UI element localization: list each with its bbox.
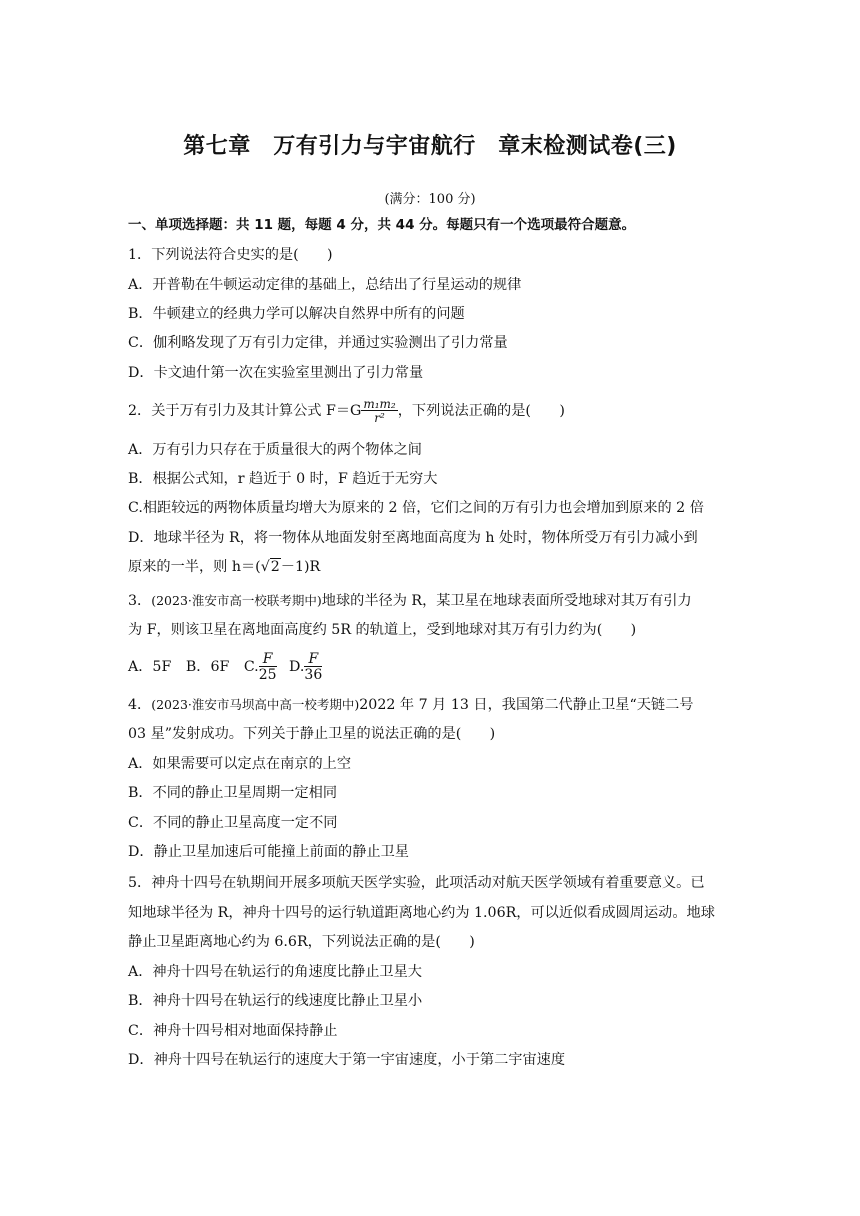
sqrt-radicand: 2 (270, 559, 280, 575)
page-title: 第七章 万有引力与宇宙航行 章末检测试卷(三) (183, 134, 677, 159)
q4-stem-line1 (128, 695, 693, 715)
q5-option-b: B．神舟十四号在轨运行的线速度比静止卫星小 (128, 993, 423, 1009)
q3-option-b: B．6F (185, 659, 230, 675)
sqrt-symbol: √ (260, 559, 270, 575)
q4-source: (2023·淮安市马坝高中高一校考期中) (151, 697, 360, 712)
q1-option-d: D．卡文迪什第一次在实验室里测出了引力常量 (128, 365, 424, 381)
full-score-note: (满分：100 分) (384, 192, 476, 207)
q3-source: (2023·淮安市高一校联考期中) (151, 593, 322, 608)
formula-denominator: r² (374, 411, 385, 425)
q3-stem-line2: 为 F，则该卫星在离地面高度约 5R 的轨道上，受到地球对其万有引力约为( ) (128, 622, 637, 638)
q2-option-c: C.相距较远的两物体质量均增大为原来的 2 倍，它们之间的万有引力也会增加到原来的 2 倍 (128, 500, 704, 516)
q5-option-c: C．神舟十四号相对地面保持静止 (128, 1023, 338, 1039)
q2-option-d-line2 (128, 557, 320, 577)
q2-stem (128, 398, 565, 424)
q2-stem-suffix: ，下列说法正确的是( ) (397, 403, 565, 419)
q4-option-c: C．不同的静止卫星高度一定不同 (128, 815, 338, 831)
q3-stem-text: 地球的半径为 R，某卫星在地球表面所受地球对其万有引力 (321, 593, 692, 609)
q5-option-a: A．神舟十四号在轨运行的角速度比静止卫星大 (128, 964, 422, 980)
q3-c-denominator: 25 (258, 667, 277, 683)
q4-stem-line2: 03 星”发射成功。下列关于静止卫星的说法正确的是( ) (128, 726, 496, 742)
q5-option-d: D．神舟十四号在轨运行的速度大于第一宇宙速度，小于第二宇宙速度 (128, 1052, 566, 1068)
q3-c-numerator: F (259, 652, 277, 667)
q3-option-c-fraction (259, 652, 277, 682)
q4-option-b: B．不同的静止卫星周期一定相同 (128, 785, 338, 801)
q2-option-d-line1: D．地球半径为 R，将一物体从地面发射至离地面高度为 h 处时，物体所受万有引力减小到 (128, 530, 698, 546)
section-heading: 一、单项选择题：共 11 题，每题 4 分，共 44 分。每题只有一个选项最符合题意。 (128, 217, 636, 233)
q1-option-c: C．伽利略发现了万有引力定律，并通过实验测出了引力常量 (128, 335, 508, 351)
q3-number: 3． (128, 593, 152, 609)
q3-option-d-label: D. (289, 659, 305, 675)
q3-d-numerator: F (304, 652, 322, 667)
q1-option-b: B．牛顿建立的经典力学可以解决自然界中所有的问题 (128, 306, 465, 322)
q4-stem-text: 2022 年 7 月 13 日，我国第二代静止卫星“天链二号 (359, 697, 694, 713)
q3-option-d-fraction (304, 652, 322, 682)
q3-options (128, 652, 322, 682)
q5-stem-line1: 5．神舟十四号在轨期间开展多项航天医学实验，此项活动对航天医学领域有着重要意义。已 (128, 875, 705, 891)
q3-stem-line1 (128, 591, 692, 611)
q2-stem-prefix: 2．关于万有引力及其计算公式 F＝G (128, 403, 362, 419)
q1-stem: 1．下列说法符合史实的是( ) (128, 247, 333, 263)
gravitation-formula-fraction (361, 398, 397, 424)
q5-stem-line2: 知地球半径为 R，神舟十四号的运行轨道距离地心约为 1.06R，可以近似看成圆周运动。地球 (128, 905, 715, 921)
q4-option-a: A．如果需要可以定点在南京的上空 (128, 756, 352, 772)
q2-option-b: B．根据公式知，r 趋近于 0 时，F 趋近于无穷大 (128, 471, 438, 487)
q1-option-a: A．开普勒在牛顿运动定律的基础上，总结出了行星运动的规律 (128, 277, 522, 293)
q3-option-a: A．5F (128, 659, 172, 675)
q5-stem-line3: 静止卫星距离地心约为 6.6R，下列说法正确的是( ) (128, 934, 475, 950)
q2-option-a: A．万有引力只存在于质量很大的两个物体之间 (128, 442, 422, 458)
q4-option-d: D．静止卫星加速后可能撞上前面的静止卫星 (128, 844, 409, 860)
q3-option-c-label: C. (243, 659, 259, 675)
q2-d2-prefix: 原来的一半，则 h＝( (128, 559, 261, 575)
formula-numerator: m₁m₂ (363, 397, 396, 411)
q3-d-denominator: 36 (304, 667, 323, 683)
q2-d2-suffix: －1)R (280, 559, 321, 575)
q4-number: 4． (128, 697, 152, 713)
